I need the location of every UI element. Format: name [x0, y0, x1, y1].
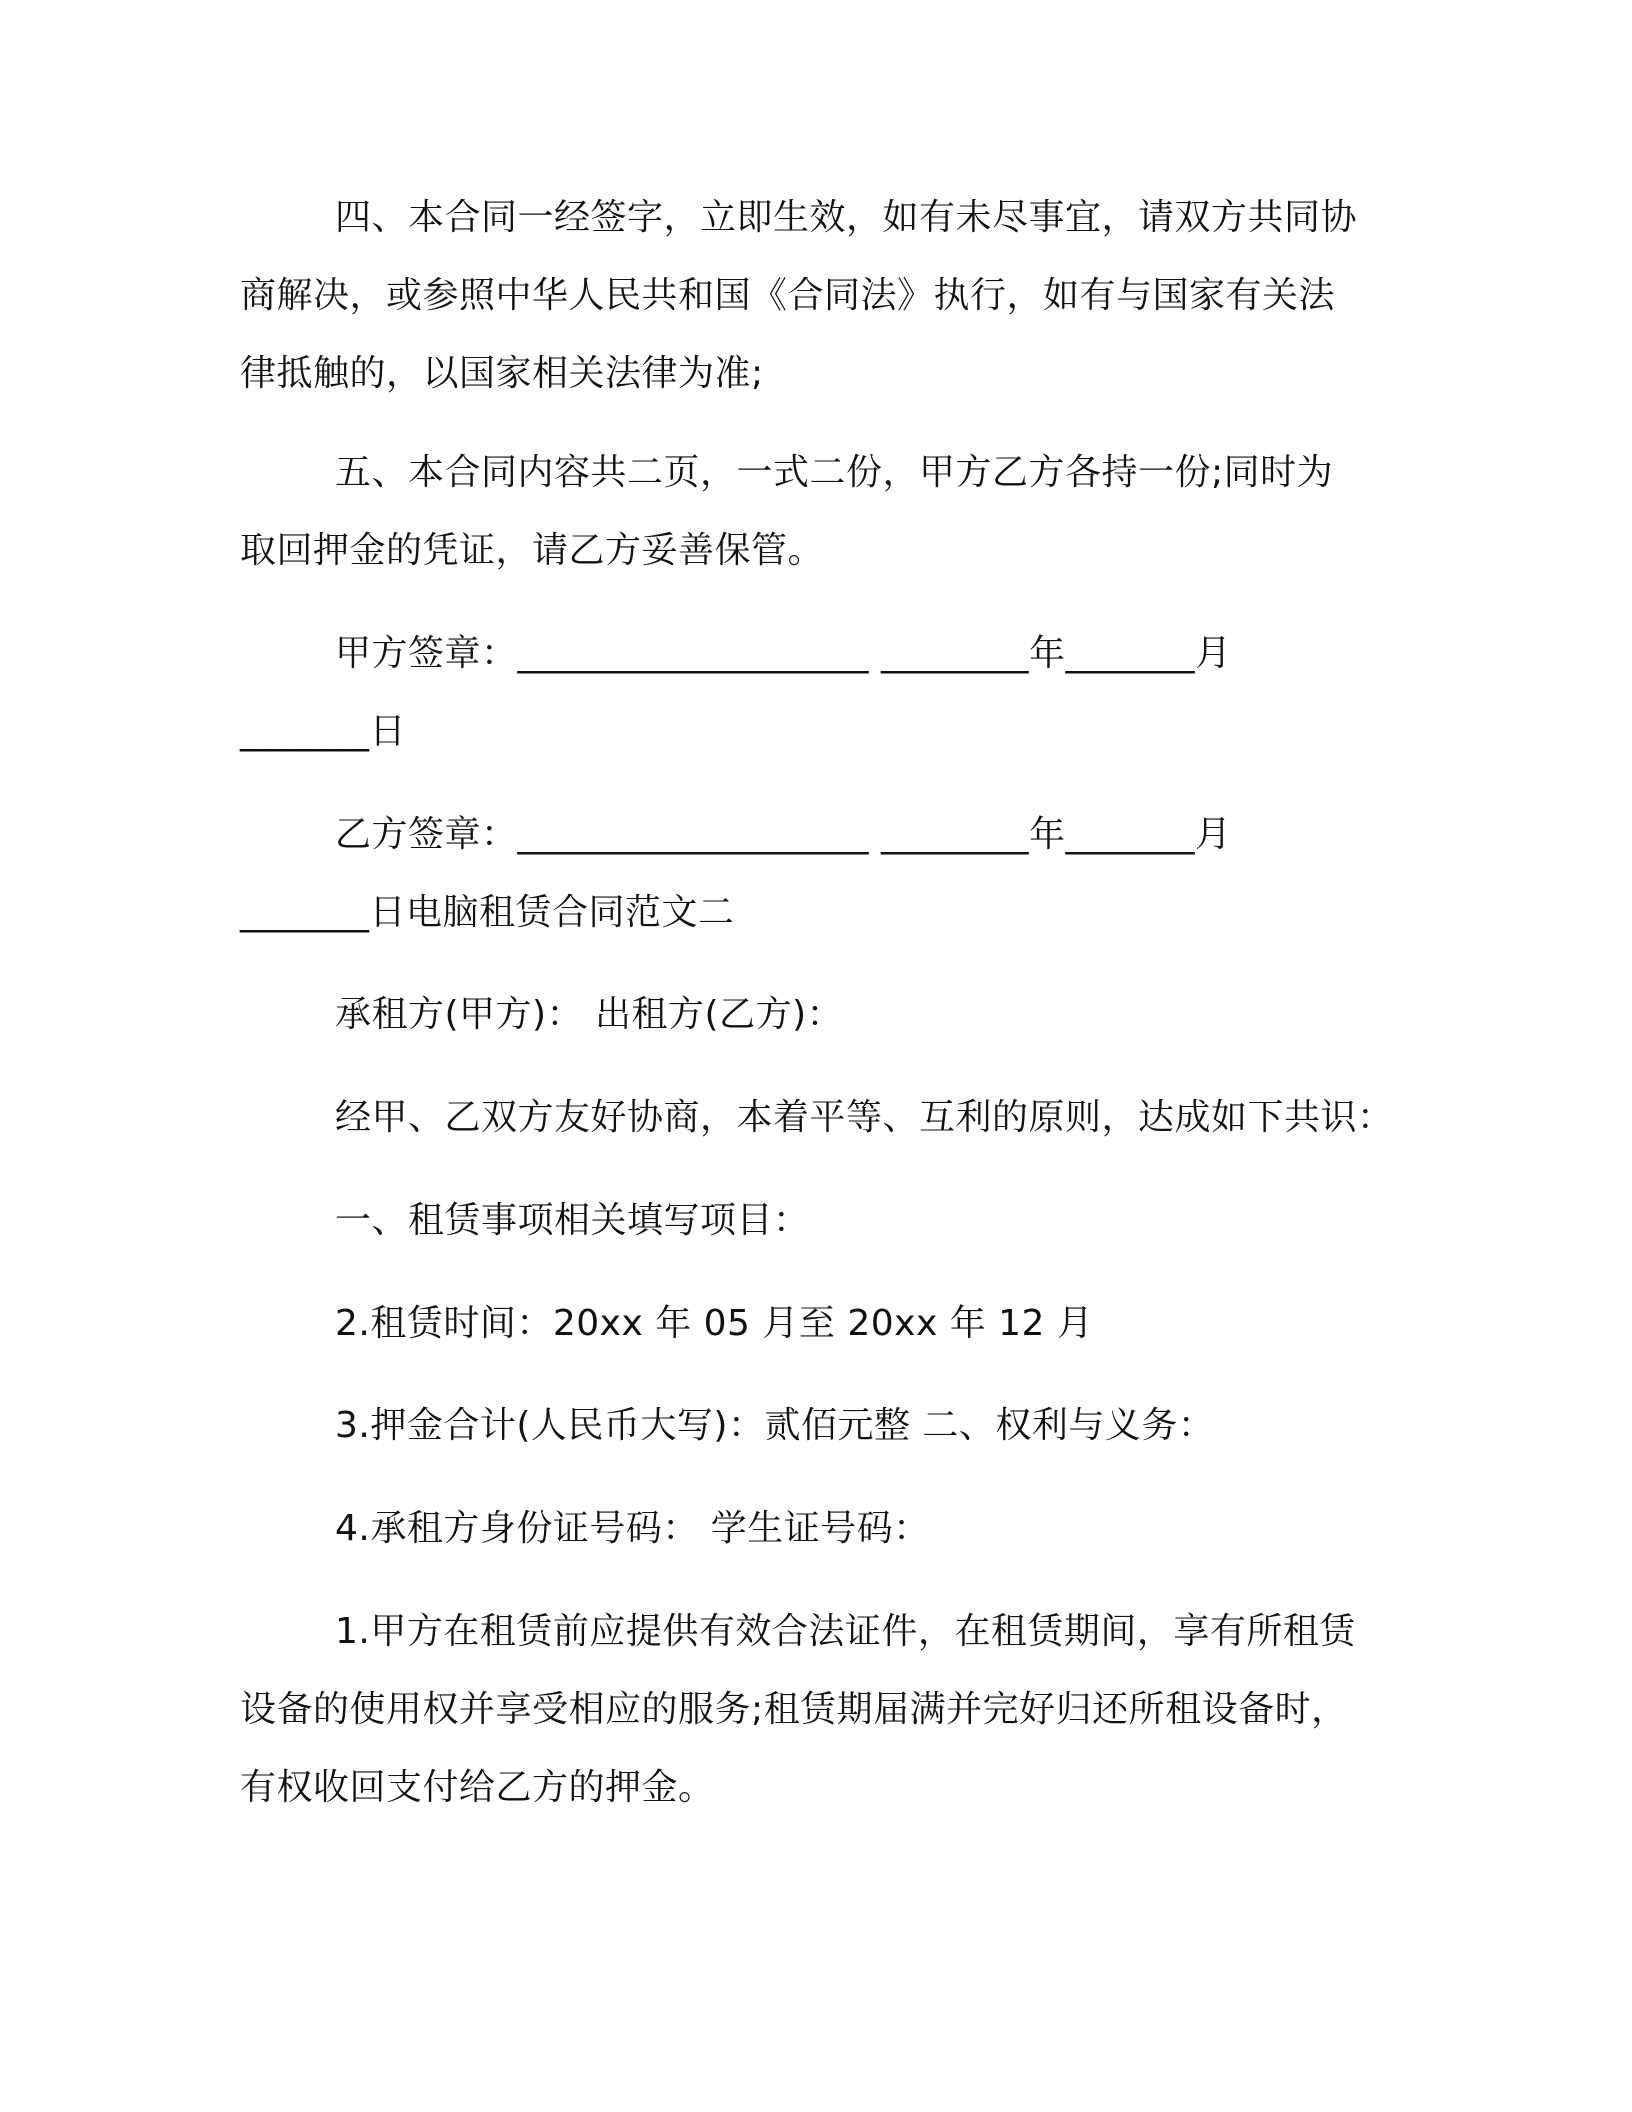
parties-line: 承租方(甲方)： 出租方(乙方)： — [335, 994, 844, 1035]
consensus-line: 经甲、乙双方友好协商，本着平等、互利的原则，达成如下共识： — [335, 1097, 1394, 1138]
clause-4-line-2: 商解决，或参照中华人民共和国《合同法》执行，如有与国家有关法 — [240, 275, 1336, 316]
clause-4-line-3: 律抵触的，以国家相关法律为准; — [240, 353, 764, 394]
clause-4-line-1: 四、本合同一经签字，立即生效，如有未尽事宜，请双方共同协 — [335, 197, 1358, 238]
rights-clause-line-3: 有权收回支付给乙方的押金。 — [240, 1767, 715, 1808]
rights-clause-line-2: 设备的使用权并享受相应的服务;租赁期届满并完好归还所租设备时， — [240, 1689, 1348, 1730]
party-a-signature-day: _______日 — [240, 711, 407, 752]
section-1-heading: 一、租赁事项相关填写项目： — [335, 1200, 810, 1241]
rights-clause-line-1: 1.甲方在租赁前应提供有效合法证件，在租赁期间，享有所租赁 — [335, 1611, 1356, 1652]
party-b-signature-day-and-title: _______日电脑租赁合同范文二 — [240, 892, 735, 933]
lease-period-line: 2.租赁时间：20xx 年 05 月至 20xx 年 12 月 — [335, 1303, 1094, 1344]
deposit-line: 3.押金合计(人民币大写)：贰佰元整 二、权利与义务： — [335, 1405, 1215, 1446]
id-number-line: 4.承租方身份证号码： 学生证号码： — [335, 1508, 930, 1549]
party-b-signature-line: 乙方签章：___________________ ________年_______月 — [335, 814, 1232, 855]
party-a-signature-line: 甲方签章：___________________ ________年_______月 — [335, 633, 1232, 674]
clause-5-line-2: 取回押金的凭证，请乙方妥善保管。 — [240, 530, 825, 571]
clause-5-line-1: 五、本合同内容共二页，一式二份，甲方乙方各持一份;同时为 — [335, 452, 1334, 493]
